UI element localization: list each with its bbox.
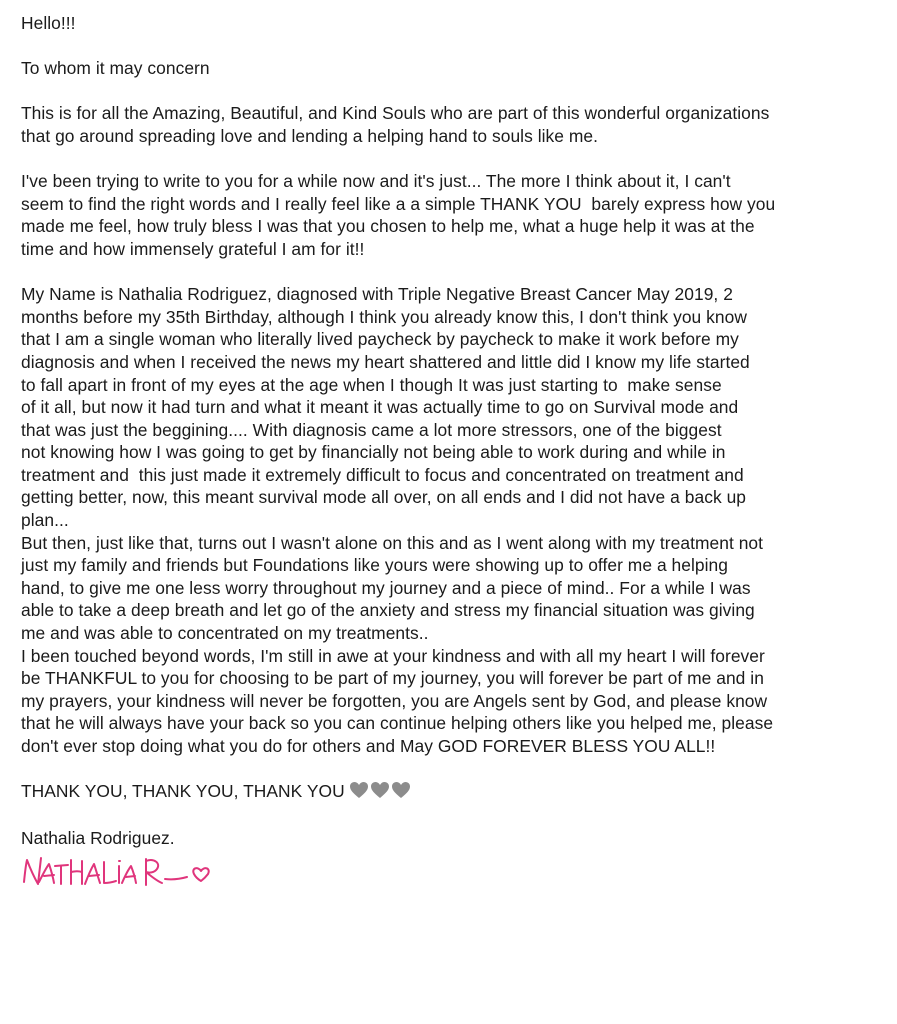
paragraph-line: I been touched beyond words, I'm still in awe at your kindness and with all my heart I will forever xyxy=(21,645,765,666)
paragraph-line: treatment and this just made it extremely difficult to focus and concentrated on treatment and xyxy=(21,464,744,485)
paragraph-line: made me feel, how truly bless I was that you chosen to help me, what a huge help it was at the xyxy=(21,216,755,237)
heart-icon xyxy=(349,781,369,799)
paragraph-line: that was just the beggining.... With diagnosis came a lot more stressors, one of the biggest xyxy=(21,419,722,440)
handwritten-signature xyxy=(21,852,236,894)
paragraph-3 xyxy=(21,283,889,757)
hearts-group xyxy=(349,781,412,805)
blank-line xyxy=(21,35,889,58)
paragraph-line: of it all, but now it had turn and what it meant it was actually time to go on Survival mode and xyxy=(21,397,739,418)
paragraph-line: getting better, now, this meant survival mode all over, on all ends and I did not have a back up xyxy=(21,487,747,508)
paragraph-line: just my family and friends but Foundations like yours were showing up to offer me a helping xyxy=(21,555,728,576)
paragraph-line: months before my 35th Birthday, although I think you already know this, I don't think you know xyxy=(21,306,747,327)
paragraph-line: me and was able to concentrated on my treatments.. xyxy=(21,623,429,644)
paragraph-line: My Name is Nathalia Rodriguez, diagnosed with Triple Negative Breast Cancer May 2019, 2 xyxy=(21,284,733,305)
paragraph-line: don't ever stop doing what you do for others and May GOD FOREVER BLESS YOU ALL!! xyxy=(21,736,716,756)
paragraph-line: diagnosis and when I received the news my heart shattered and little did I know my life started xyxy=(21,351,750,372)
paragraph-line: But then, just like that, turns out I wasn't alone on this and as I went along with my treatment not xyxy=(21,532,764,553)
paragraph-2 xyxy=(21,170,889,260)
blank-line xyxy=(21,80,889,103)
paragraph-line: to fall apart in front of my eyes at the age when I though It was just starting to make sense xyxy=(21,374,722,395)
heart-icon xyxy=(391,781,411,799)
greeting: Hello!!! xyxy=(21,13,76,33)
blank-line xyxy=(21,805,889,828)
signoff-name: Nathalia Rodriguez. xyxy=(21,828,175,849)
closing-text: THANK YOU, THANK YOU, THANK YOU xyxy=(21,781,345,802)
heart-icon xyxy=(370,781,390,799)
paragraph-line: able to take a deep breath and let go of the anxiety and stress my financial situation was giving xyxy=(21,600,755,621)
blank-line xyxy=(21,758,889,781)
paragraph-line: my prayers, your kindness will never be forgotten, you are Angels sent by God, and please know xyxy=(21,690,768,711)
paragraph-line: that he will always have your back so you can continue helping others like you helped me, please xyxy=(21,713,774,734)
paragraph-line: hand, to give me one less worry throughout my journey and a piece of mind.. For a while I was xyxy=(21,577,751,598)
salutation: To whom it may concern xyxy=(21,58,210,79)
closing-line xyxy=(21,780,889,805)
paragraph-line: be THANKFUL to you for choosing to be part of my journey, you will forever be part of me and in xyxy=(21,668,764,689)
paragraph-line: seem to find the right words and I really feel like a a simple THANK YOU barely express how you xyxy=(21,193,776,214)
paragraph-1 xyxy=(21,102,889,147)
blank-line xyxy=(21,261,889,284)
paragraph-line: time and how immensely grateful I am for it!! xyxy=(21,238,365,259)
paragraph-line: not knowing how I was going to get by financially not being able to work during and while in xyxy=(21,442,726,463)
paragraph-line: that go around spreading love and lending a helping hand to souls like me. xyxy=(21,125,599,146)
paragraph-line: I've been trying to write to you for a while now and it's just... The more I think about it, I can't xyxy=(21,171,731,192)
paragraph-line: This is for all the Amazing, Beautiful, and Kind Souls who are part of this wonderful organizations xyxy=(21,103,770,124)
blank-line xyxy=(21,148,889,171)
paragraph-line: plan... xyxy=(21,510,69,531)
paragraph-line: that I am a single woman who literally lived paycheck by paycheck to make it work before my xyxy=(21,329,739,350)
letter-body xyxy=(21,12,889,894)
